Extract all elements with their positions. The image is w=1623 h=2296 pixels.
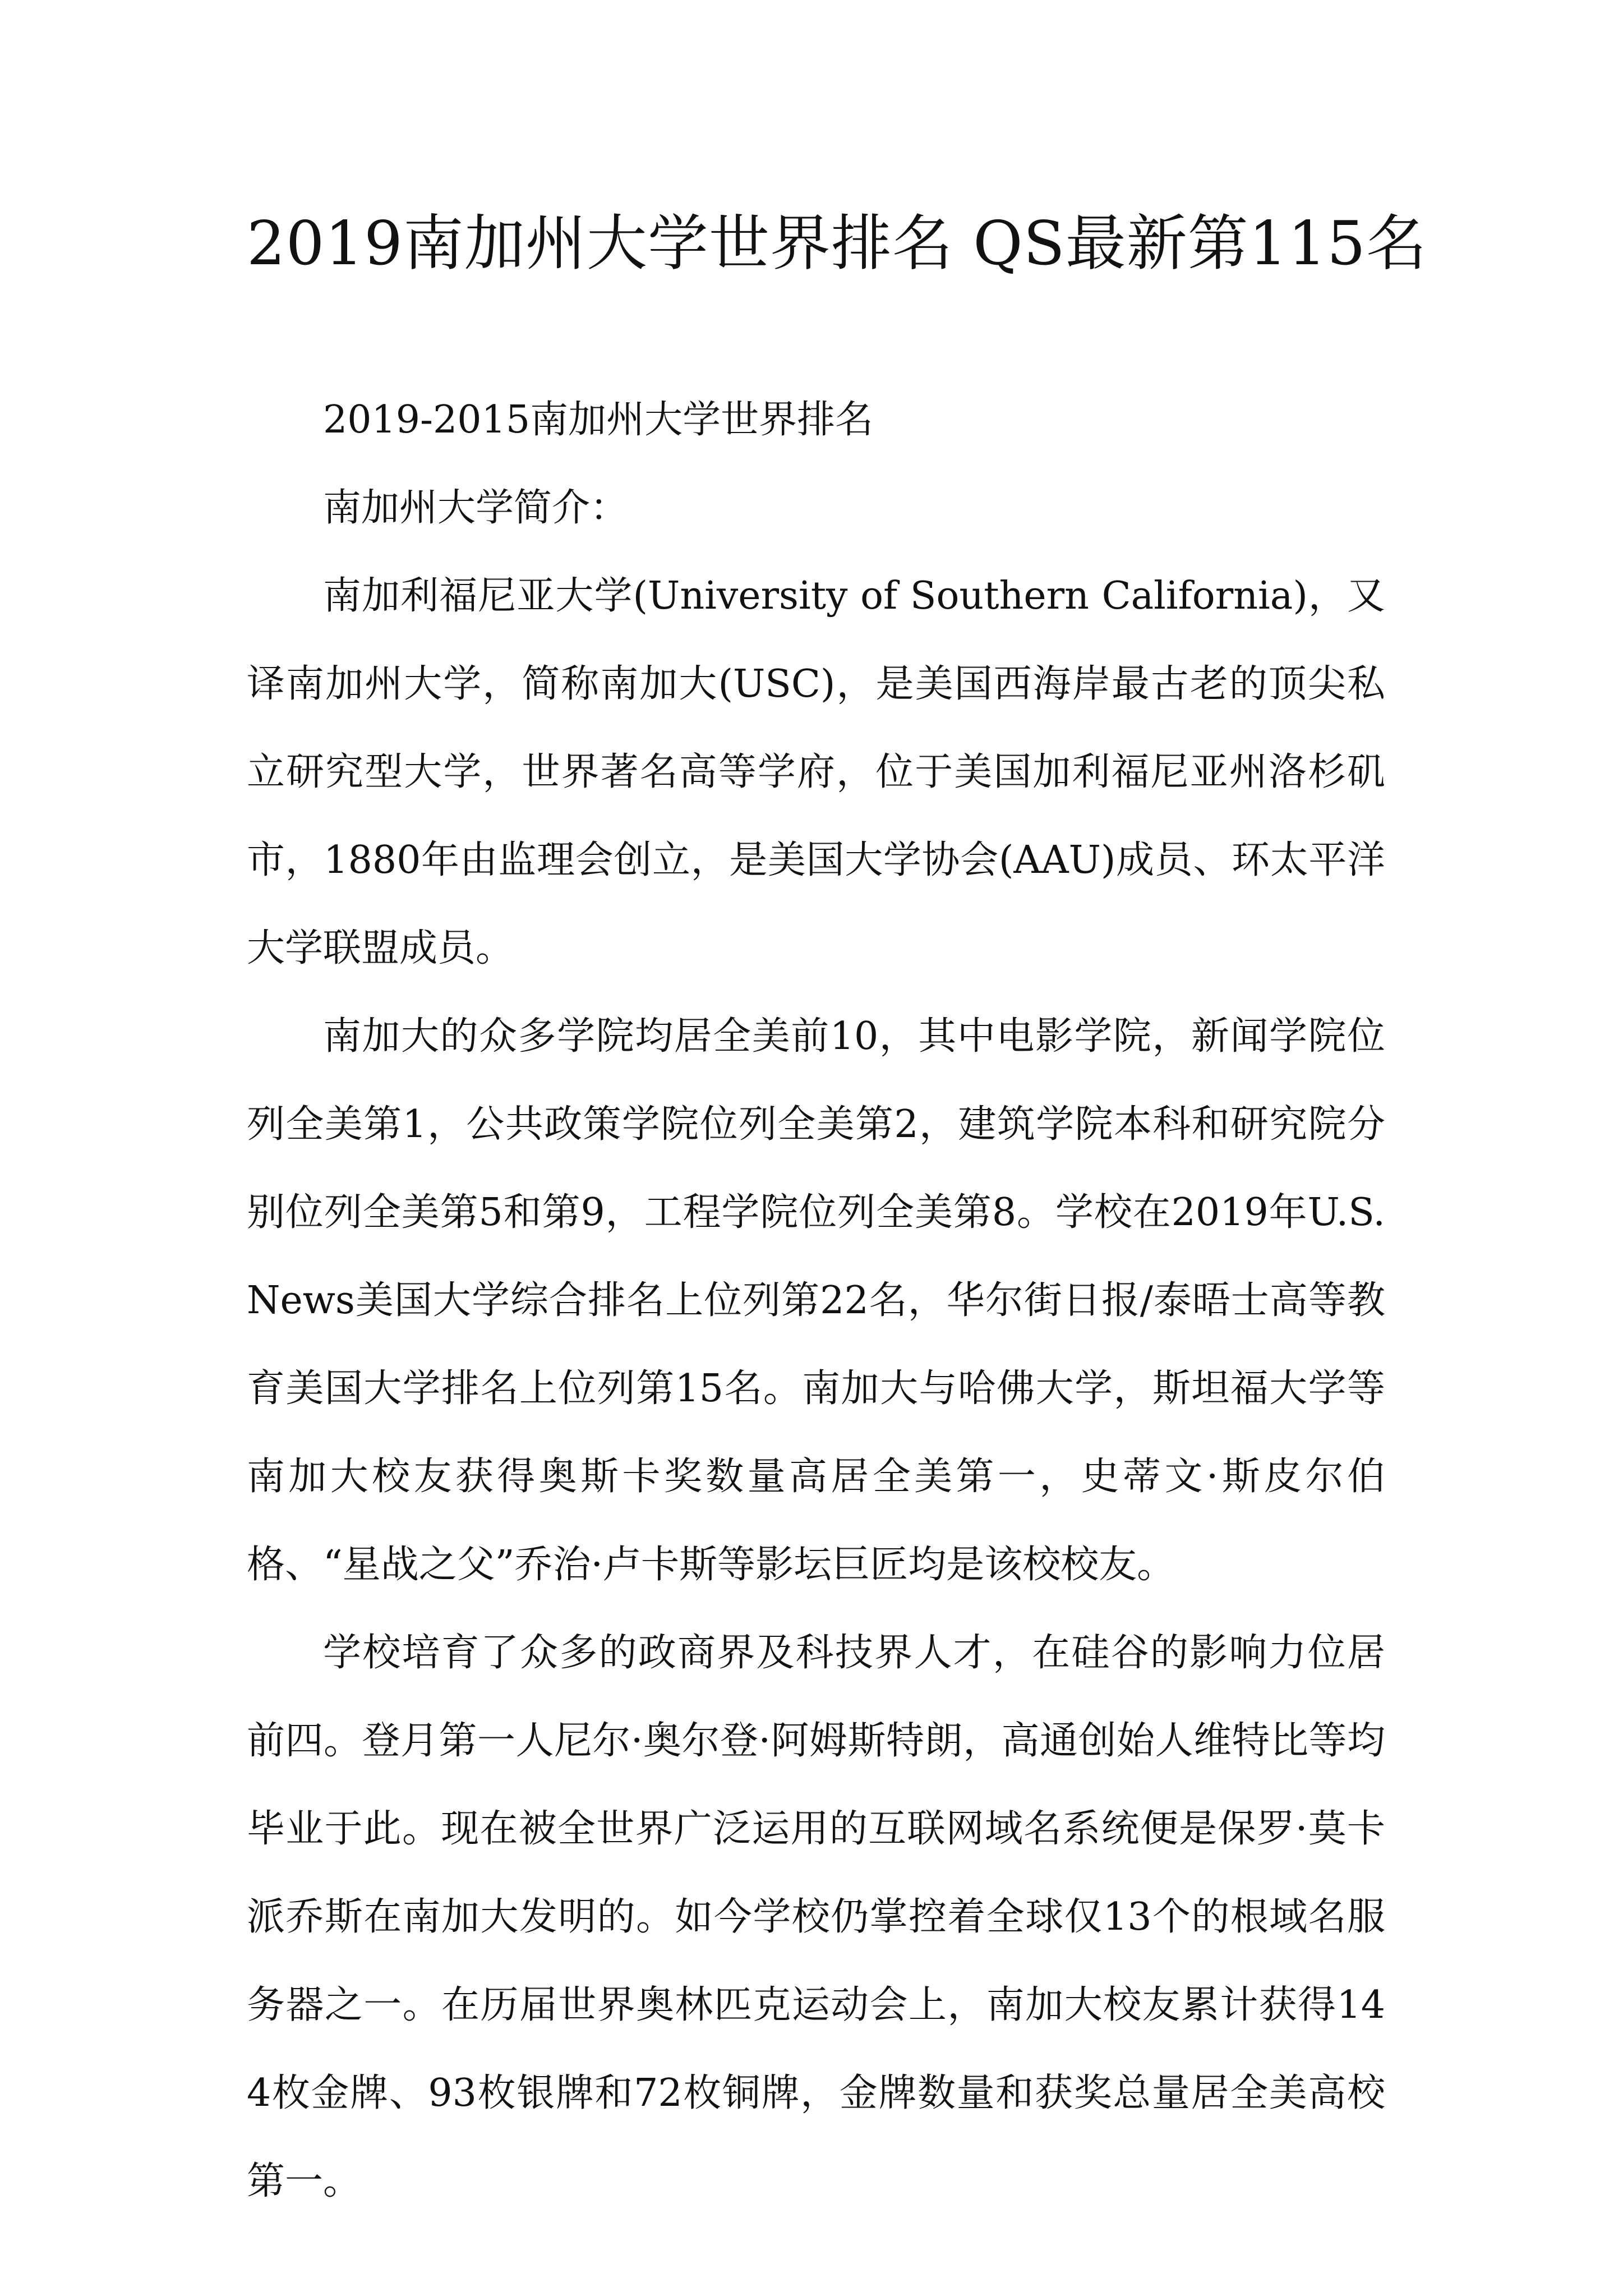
paragraph-schools-rankings: 南加大的众多学院均居全美前10，其中电影学院，新闻学院位列全美第1，公共政策学院位列全美第2，建筑学院本科和研究院分别位列全美第5和第9，工程学院位列全美第8。学校在2019年U.S.News美国大学综合排名上位列第22名，华尔街日报/泰晤士高等教育美国大学排名上位列第15名。南加大与哈佛大学，斯坦福大学等南加大校友获得奥斯卡奖数量高居全美第一，史蒂文·斯皮尔伯格、“星战之父”乔治·卢卡斯等影坛巨匠均是该校校友。 bbox=[247, 1014, 1385, 1587]
document-body bbox=[247, 376, 1385, 2225]
paragraph-ranking-years: 2019-2015南加州大学世界排名 bbox=[323, 398, 874, 442]
document-title: 2019南加州大学世界排名 QS最新第115名 bbox=[247, 209, 1427, 279]
paragraph-university-overview: 南加利福尼亚大学(University of Southern California)，又译南加州大学，简称南加大(USC)，是美国西海岸最古老的顶尖私立研究型大学，世界著名高等学府，位于美国加利福尼亚州洛杉矶市，1880年由监理会创立，是美国大学协会(AAU)成员、环太平洋大学联盟成员。 bbox=[247, 574, 1385, 970]
paragraph-intro-heading: 南加州大学简介： bbox=[323, 486, 629, 530]
paragraph-alumni-achievements: 学校培育了众多的政商界及科技界人才，在硅谷的影响力位居前四。登月第一人尼尔·奥尔登·阿姆斯特朗，高通创始人维特比等均毕业于此。现在被全世界广泛运用的互联网域名系统便是保罗·莫卡派乔斯在南加大发明的。如今学校仍掌控着全球仅13个的根域名服务器之一。在历届世界奥林匹克运动会上，南加大校友累计获得144枚金牌、93枚银牌和72枚铜牌，金牌数量和获奖总量居全美高校第一。 bbox=[247, 1631, 1385, 2203]
